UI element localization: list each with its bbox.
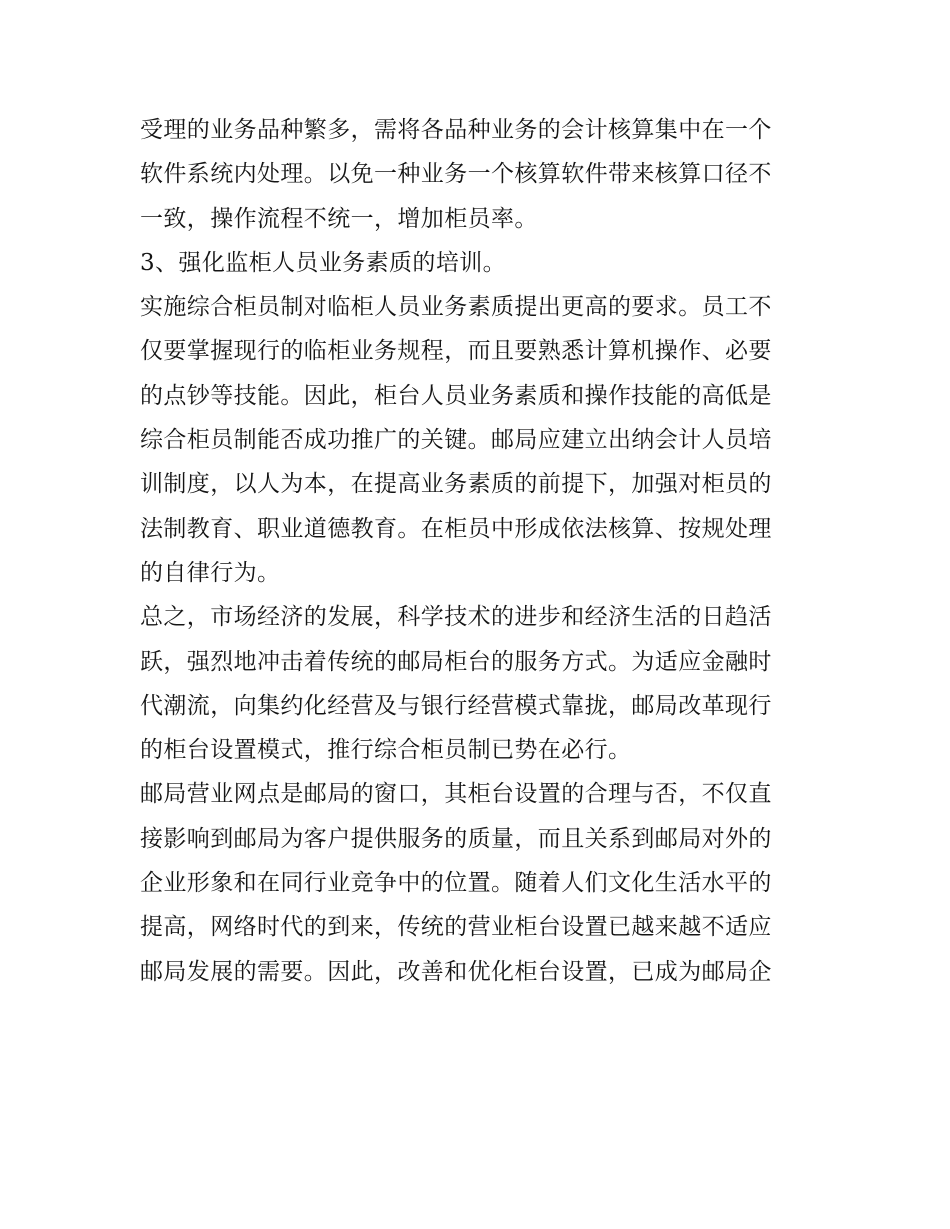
text-line: 的柜台设置模式，推行综合柜员制已势在必行。 (140, 737, 632, 764)
text-line: 受理的业务品种繁多，需将各品种业务的会计核算集中在一个 (140, 117, 772, 143)
text-line: 代潮流，向集约化经营及与银行经营模式靠拢，邮局改革现行 (140, 692, 772, 719)
text-line: 邮局营业网点是邮局的窗口，其柜台设置的合理与否，不仅直 (140, 781, 772, 808)
body-text (140, 108, 830, 994)
text-line: 训制度，以人为本，在提高业务素质的前提下，加强对柜员的 (140, 471, 772, 498)
text-line: 实施综合柜员制对临柜人员业务素质提出更高的要求。员工不 (140, 294, 772, 321)
text-line: 综合柜员制能否成功推广的关键。邮局应建立出纳会计人员培 (140, 427, 772, 454)
text-line: 提高，网络时代的到来，传统的营业柜台设置已越来越不适应 (140, 914, 772, 941)
text-line: 一致，操作流程不统一，增加柜员率。 (140, 205, 538, 232)
text-line: 的点钞等技能。因此，柜台人员业务素质和操作技能的高低是 (140, 382, 772, 409)
text-line: 总之，市场经济的发展，科学技术的进步和经济生活的日趋活 (140, 604, 772, 631)
text-line: 跃，强烈地冲击着传统的邮局柜台的服务方式。为适应金融时 (140, 648, 772, 675)
section-heading: 3、强化监柜人员业务素质的培训。 (140, 249, 507, 276)
text-line: 软件系统内处理。以免一种业务一个核算软件带来核算口径不 (140, 161, 772, 188)
text-line: 邮局发展的需要。因此，改善和优化柜台设置，已成为邮局企 (140, 958, 772, 985)
text-line: 法制教育、职业道德教育。在柜员中形成依法核算、按规处理 (140, 515, 772, 542)
text-line: 接影响到邮局为客户提供服务的质量，而且关系到邮局对外的 (140, 825, 772, 852)
text-line: 仅要掌握现行的临柜业务规程，而且要熟悉计算机操作、必要 (140, 338, 772, 365)
text-line: 的自律行为。 (140, 559, 281, 586)
text-line: 企业形象和在同行业竞争中的位置。随着人们文化生活水平的 (140, 870, 772, 897)
